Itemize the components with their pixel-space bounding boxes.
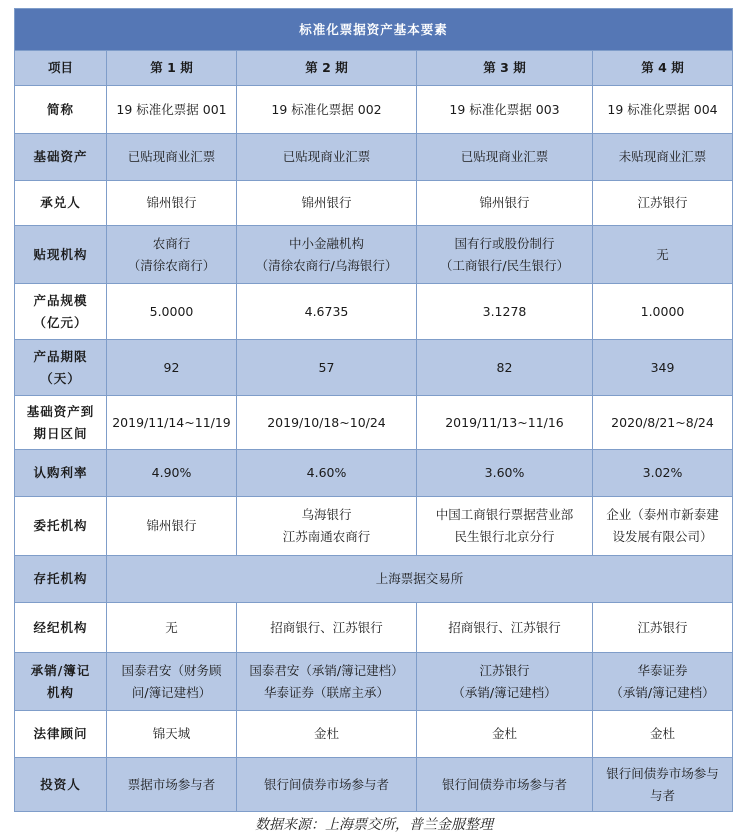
cell-period-1 xyxy=(107,450,237,497)
row-broker xyxy=(15,603,733,653)
cell-line: 问/簿记建档） xyxy=(131,684,212,700)
row-label xyxy=(15,340,107,396)
row-label xyxy=(15,711,107,758)
cell-period-2 xyxy=(237,603,417,653)
cell-line: 金杜 xyxy=(491,726,517,741)
row-product-term xyxy=(15,340,733,396)
cell-line: 3.1278 xyxy=(482,303,527,319)
cell-line: 国泰君安（承销/簿记建档） xyxy=(249,662,404,678)
row-label xyxy=(15,226,107,284)
row-label xyxy=(15,653,107,711)
cell-period-1 xyxy=(107,340,237,396)
row-acceptor xyxy=(15,181,733,226)
table-container xyxy=(14,8,732,812)
cell-line: 3.60% xyxy=(484,465,525,480)
row-label xyxy=(15,556,107,603)
cell-line: （清徐农商行/乌海银行） xyxy=(255,257,398,273)
cell-line: 认购利率 xyxy=(33,465,88,480)
cell-line: 2019/11/14~11/19 xyxy=(112,414,231,430)
cell-line: 贴现机构 xyxy=(33,246,88,262)
cell-line: 委托机构 xyxy=(33,518,88,533)
row-legal-counsel xyxy=(15,711,733,758)
cell-period-3 xyxy=(417,603,593,653)
cell-line: 4.90% xyxy=(151,465,192,480)
cell-line: 乌海银行 xyxy=(301,507,352,522)
cell-line: （承销/簿记建档） xyxy=(452,684,557,700)
cell-line: 产品规模 xyxy=(33,292,88,308)
row-investor xyxy=(15,758,733,812)
cell-period-2 xyxy=(237,226,417,284)
cell-period-4 xyxy=(593,226,733,284)
cell-line: 民生银行北京分行 xyxy=(454,529,555,544)
row-label xyxy=(15,134,107,181)
cell-line: 2019/10/18~10/24 xyxy=(267,414,386,430)
row-underlying-asset xyxy=(15,134,733,181)
cell-line: （天） xyxy=(40,370,81,386)
header-period-3: 第 3 期 xyxy=(417,51,593,86)
cell-line: 已贴现商业汇票 xyxy=(282,149,371,164)
cell-period-1 xyxy=(107,86,237,134)
cell-period-1 xyxy=(107,497,237,556)
row-short-name xyxy=(15,86,733,134)
cell-line: 未贴现商业汇票 xyxy=(618,149,707,164)
cell-line: 中小金融机构 xyxy=(288,235,364,251)
cell-line: 投资人 xyxy=(40,776,81,792)
cell-period-4 xyxy=(593,603,733,653)
source-note: 数据来源：上海票交所，普兰金服整理 xyxy=(255,817,493,833)
cell-line: 存托机构 xyxy=(33,571,88,586)
cell-period-2 xyxy=(237,181,417,226)
cell-period-3 xyxy=(417,181,593,226)
row-label xyxy=(15,396,107,450)
cell-line: 银行间债券市场参与者 xyxy=(441,776,567,792)
cell-line: 4.60% xyxy=(306,465,347,480)
cell-line: 1.0000 xyxy=(640,303,685,319)
cell-period-3 xyxy=(417,134,593,181)
row-subscription-rate xyxy=(15,450,733,497)
cell-line: 349 xyxy=(650,359,675,375)
cell-line: 92 xyxy=(163,359,180,375)
cell-period-2 xyxy=(237,340,417,396)
cell-line: 承销/簿记 xyxy=(30,662,91,678)
cell-line: 19 标准化票据 004 xyxy=(607,101,718,117)
row-custodian xyxy=(15,556,733,603)
cell-line: 江苏南通农商行 xyxy=(282,529,371,544)
cell-line: 已贴现商业汇票 xyxy=(127,149,216,164)
cell-period-3 xyxy=(417,450,593,497)
merged-cell: 上海票据交易所 xyxy=(107,556,733,603)
row-label xyxy=(15,497,107,556)
cell-period-3 xyxy=(417,86,593,134)
cell-period-2 xyxy=(237,86,417,134)
cell-line: （清徐农商行） xyxy=(127,257,216,273)
cell-period-1 xyxy=(107,603,237,653)
cell-line: 招商银行、江苏银行 xyxy=(270,619,383,635)
cell-period-1 xyxy=(107,134,237,181)
cell-line: 票据市场参与者 xyxy=(127,776,216,792)
cell-line: 锦州银行 xyxy=(479,195,530,210)
cell-line: 基础资产 xyxy=(33,149,88,164)
cell-period-2 xyxy=(237,497,417,556)
cell-line: 经纪机构 xyxy=(33,619,88,635)
cell-line: 无 xyxy=(165,619,178,635)
cell-period-4 xyxy=(593,450,733,497)
row-trustor xyxy=(15,497,733,556)
row-underwriter xyxy=(15,653,733,711)
cell-line: 锦天城 xyxy=(152,726,191,741)
cell-line: 农商行 xyxy=(152,235,191,251)
cell-line: 机构 xyxy=(46,684,74,700)
row-maturity-range xyxy=(15,396,733,450)
row-label xyxy=(15,450,107,497)
cell-line: 华泰证券（联席主承） xyxy=(263,684,389,700)
cell-line: 5.0000 xyxy=(149,303,194,319)
cell-line: 金杜 xyxy=(313,726,339,741)
cell-period-4 xyxy=(593,497,733,556)
cell-line: 银行间债券市场参与者 xyxy=(263,776,389,792)
cell-period-4 xyxy=(593,340,733,396)
cell-period-2 xyxy=(237,284,417,340)
cell-period-4 xyxy=(593,284,733,340)
cell-line: （工商银行/民生银行） xyxy=(439,257,570,273)
cell-period-1 xyxy=(107,226,237,284)
cell-line: 江苏银行 xyxy=(637,619,688,635)
cell-line: 企业（泰州市新泰建 xyxy=(606,507,719,522)
cell-period-2 xyxy=(237,396,417,450)
cell-period-3 xyxy=(417,653,593,711)
cell-period-4 xyxy=(593,396,733,450)
cell-period-1 xyxy=(107,758,237,812)
row-discount-institution xyxy=(15,226,733,284)
header-item: 项目 xyxy=(15,51,107,86)
cell-period-4 xyxy=(593,653,733,711)
cell-line: 82 xyxy=(496,359,513,375)
cell-line: 3.02% xyxy=(642,465,683,480)
table-title: 标准化票据资产基本要素 xyxy=(15,9,733,51)
cell-line: 期日区间 xyxy=(33,425,88,441)
cell-line: 国泰君安（财务顾 xyxy=(121,662,222,678)
cell-line: 承兑人 xyxy=(40,195,81,210)
cell-line: （承销/簿记建档） xyxy=(610,684,715,700)
cell-period-4 xyxy=(593,758,733,812)
cell-line: 19 标准化票据 001 xyxy=(116,101,227,117)
cell-line: 与者 xyxy=(649,787,675,803)
cell-period-4 xyxy=(593,711,733,758)
cell-line: 19 标准化票据 002 xyxy=(271,101,382,117)
cell-line: 已贴现商业汇票 xyxy=(460,149,549,164)
cell-line: 设发展有限公司） xyxy=(612,529,713,544)
cell-line: 锦州银行 xyxy=(146,518,197,533)
cell-period-3 xyxy=(417,758,593,812)
cell-period-1 xyxy=(107,284,237,340)
cell-line: 2020/8/21~8/24 xyxy=(611,414,714,430)
cell-line: 4.6735 xyxy=(304,303,349,319)
cell-period-4 xyxy=(593,181,733,226)
cell-line: 江苏银行 xyxy=(479,662,530,678)
header-row xyxy=(15,51,733,86)
cell-period-3 xyxy=(417,711,593,758)
cell-period-3 xyxy=(417,396,593,450)
cell-period-3 xyxy=(417,340,593,396)
cell-line: 锦州银行 xyxy=(301,195,352,210)
cell-period-1 xyxy=(107,653,237,711)
cell-period-2 xyxy=(237,450,417,497)
cell-period-4 xyxy=(593,134,733,181)
cell-period-1 xyxy=(107,396,237,450)
row-label xyxy=(15,284,107,340)
cell-line: 江苏银行 xyxy=(637,195,688,210)
cell-line: 中国工商银行票据营业部 xyxy=(435,507,574,522)
cell-line: 57 xyxy=(318,359,335,375)
cell-period-3 xyxy=(417,497,593,556)
cell-period-3 xyxy=(417,284,593,340)
row-label xyxy=(15,181,107,226)
row-label xyxy=(15,603,107,653)
cell-line: （亿元） xyxy=(33,314,88,330)
cell-line: 无 xyxy=(656,246,669,262)
header-period-1: 第 1 期 xyxy=(107,51,237,86)
row-label xyxy=(15,86,107,134)
cell-period-4 xyxy=(593,86,733,134)
cell-period-1 xyxy=(107,181,237,226)
header-period-2: 第 2 期 xyxy=(237,51,417,86)
cell-line: 19 标准化票据 003 xyxy=(449,101,560,117)
asset-elements-table xyxy=(14,8,733,812)
cell-period-2 xyxy=(237,711,417,758)
cell-line: 国有行或股份制行 xyxy=(454,235,555,251)
cell-line: 华泰证券 xyxy=(637,662,688,678)
cell-line: 金杜 xyxy=(649,726,675,741)
cell-line: 产品期限 xyxy=(33,348,88,364)
cell-period-2 xyxy=(237,134,417,181)
cell-period-3 xyxy=(417,226,593,284)
cell-line: 基础资产到 xyxy=(26,403,95,419)
cell-line: 招商银行、江苏银行 xyxy=(448,619,561,635)
row-label xyxy=(15,758,107,812)
cell-line: 银行间债券市场参与 xyxy=(606,765,719,781)
header-period-4: 第 4 期 xyxy=(593,51,733,86)
cell-period-2 xyxy=(237,758,417,812)
cell-line: 简称 xyxy=(46,101,74,117)
cell-period-2 xyxy=(237,653,417,711)
cell-line: 锦州银行 xyxy=(146,195,197,210)
cell-line: 法律顾问 xyxy=(33,726,88,741)
cell-line: 2019/11/13~11/16 xyxy=(445,414,564,430)
cell-period-1 xyxy=(107,711,237,758)
row-product-scale xyxy=(15,284,733,340)
